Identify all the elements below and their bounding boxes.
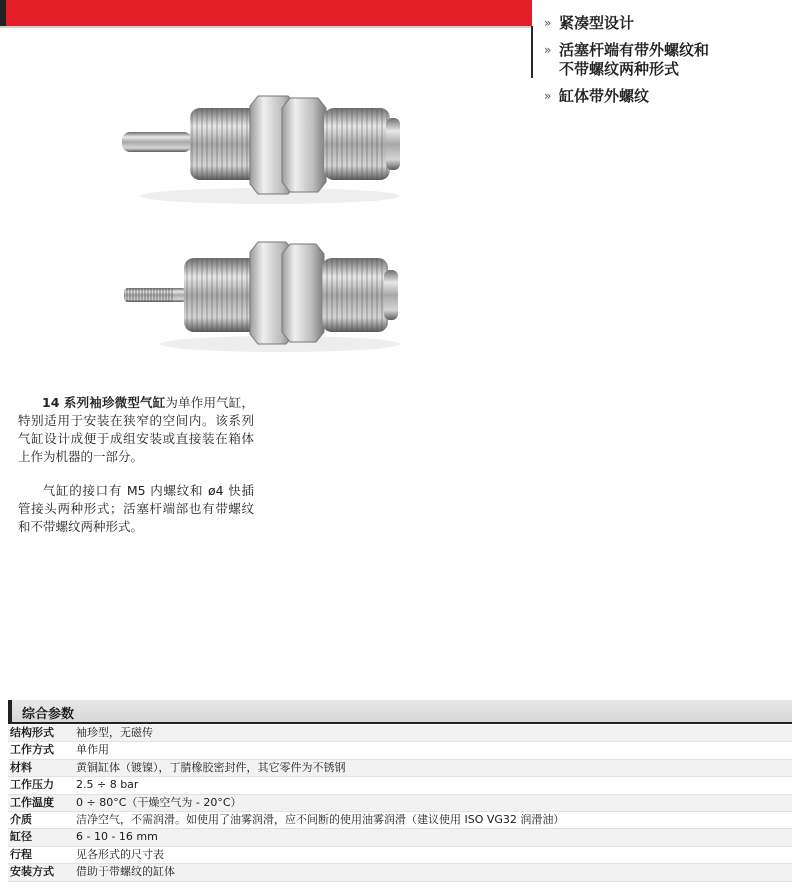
chevron-right-icon: » — [544, 43, 552, 57]
table-row: 安装方式 借助于带螺纹的缸体 — [8, 864, 792, 881]
feature-item: » 活塞杆端有带外螺纹和 不带螺纹两种形式 — [544, 41, 710, 78]
header-red-bar — [0, 0, 532, 26]
table-row: 工作方式 单作用 — [8, 742, 792, 759]
table-row: 工作压力 2.5 ÷ 8 bar — [8, 777, 792, 794]
table-row: 缸径 6 - 10 - 16 mm — [8, 829, 792, 846]
params-title: 综合参数 — [22, 707, 75, 722]
chevron-right-icon: » — [544, 89, 552, 103]
params-table — [8, 725, 792, 882]
description-paragraph: 14 系列袖珍微型气缸为单作用气缸，特别适用于安装在狭窄的空间内。该系列气缸设计成便于成组安装或直接装在箱体上作为机器的一部分。 — [18, 395, 254, 464]
params-header — [8, 700, 792, 724]
feature-item: » 紧凑型设计 — [544, 14, 635, 32]
table-row: 材料 黄铜缸体（镀镍），丁腈橡胶密封件，其它零件为不锈钢 — [8, 760, 792, 777]
description-paragraph: 气缸的接口有 M5 内螺纹和 ø4 快插管接头两种形式；活塞杆端部也有带螺纹和不带螺纹两种形式。 — [18, 483, 254, 534]
feature-list — [544, 14, 794, 114]
header-divider — [531, 26, 533, 78]
cylinder-threaded-rod-image — [120, 236, 410, 356]
table-row: 介质 洁净空气，不需润滑。如使用了油雾润滑，应不间断的使用油雾润滑（建议使用 ISO VG32 润滑油） — [8, 812, 792, 829]
table-row: 工作温度 0 ÷ 80°C（干燥空气为 - 20°C） — [8, 795, 792, 812]
chevron-right-icon: » — [544, 16, 552, 30]
product-description — [18, 394, 254, 552]
feature-item: » 缸体带外螺纹 — [544, 87, 650, 105]
table-row: 结构形式 袖珍型，无磁传 — [8, 725, 792, 742]
cylinder-plain-rod-image — [110, 88, 410, 208]
table-row: 行程 见各形式的尺寸表 — [8, 847, 792, 864]
